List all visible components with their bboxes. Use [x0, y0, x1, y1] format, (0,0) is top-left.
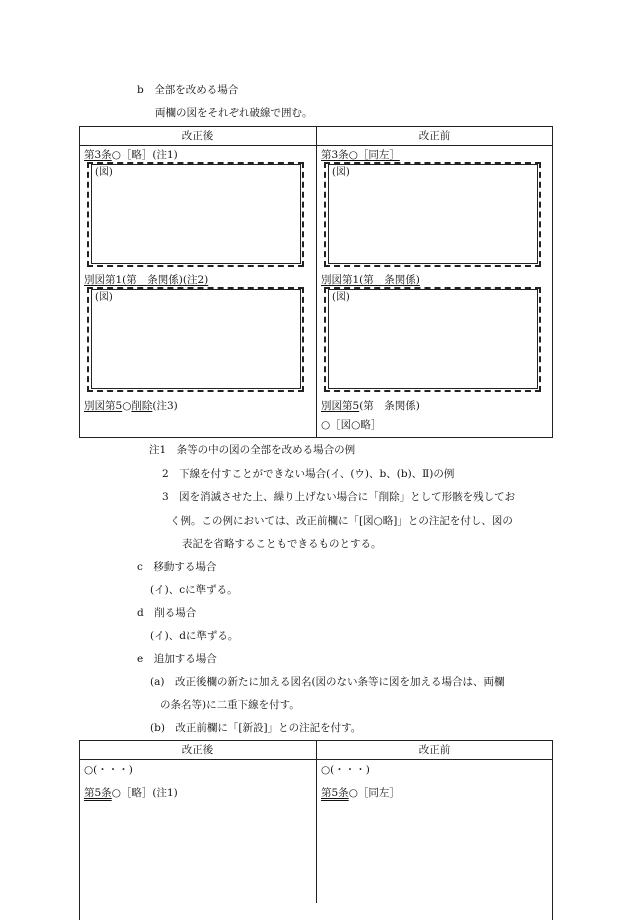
table1-header-after: 改正後 — [181, 130, 214, 142]
after-appendix5-note: (注3) — [152, 400, 178, 412]
before-article3-rest: ○［同左］ — [348, 149, 400, 161]
after-appendix5-label: 別図第5 — [84, 400, 123, 412]
after-figure-1-dashed-border — [87, 162, 304, 267]
section-e-heading: e 追加する場合 — [137, 653, 217, 665]
table1-column-divider — [316, 126, 317, 438]
table2-column-divider — [316, 740, 317, 903]
before-appendix1-line: 別図第1(第 条関係) — [321, 274, 420, 286]
table2-before-article5-rest: ○［同左］ — [348, 787, 400, 799]
before-figure-1-dashed-border — [324, 162, 541, 267]
table2-before-row-1: ○(・・・) — [321, 764, 370, 776]
after-appendix1-rest: 条関係) — [147, 274, 183, 286]
table2-header-before: 改正前 — [418, 744, 451, 756]
before-article3-line — [321, 150, 400, 161]
section-c-body: (イ)、cに準ずる。 — [150, 584, 238, 596]
table1-header-before: 改正前 — [418, 130, 451, 142]
before-figure-omitted-note: ○［図○略］ — [321, 419, 382, 431]
after-appendix5-delete: 削除 — [131, 400, 153, 412]
note-3-line-1: 3 図を消滅させた上、繰り上げない場合に「削除」として形骸を残してお — [162, 491, 516, 503]
table2-header-after: 改正後 — [181, 744, 214, 756]
note-2: 2 下線を付すことができない場合(イ、(ウ)、b、(b)、Ⅱ)の例 — [162, 468, 455, 480]
after-appendix1-line — [84, 275, 208, 286]
section-b-heading: b 全部を改める場合 — [137, 84, 239, 96]
section-d-heading: d 削る場合 — [137, 607, 197, 619]
before-figure-1-label: (図) — [332, 167, 350, 178]
before-figure-1-box — [324, 162, 541, 267]
after-appendix1-label: 別図第1(第 — [84, 274, 137, 286]
table2-before-article5-line — [321, 788, 400, 799]
after-figure-1-label: (図) — [95, 167, 113, 178]
table2-header-divider — [79, 759, 553, 760]
after-figure-2-dashed-border — [87, 287, 304, 392]
after-figure-2-label: (図) — [95, 292, 113, 303]
table2-after-article5-line — [84, 788, 178, 799]
after-figure-1-box — [87, 162, 304, 267]
before-appendix5-label: 別図第5 — [321, 400, 360, 412]
table2-after-article5-label: 第5条 — [84, 787, 112, 799]
before-figure-2-box — [324, 287, 541, 392]
section-b-intro: 両欄の図をそれぞれ破線で囲む。 — [155, 107, 313, 119]
before-appendix5-line — [321, 401, 420, 412]
before-appendix5-rest: (第 条関係) — [359, 400, 420, 412]
after-appendix5-mark: ○ — [122, 400, 132, 412]
table2-after-article5-rest: ○［略］(注1) — [111, 787, 178, 799]
note-3-line-3: 表記を省略することもできるものとする。 — [182, 538, 382, 550]
after-article3-rest: ○［略］(注1) — [111, 149, 178, 161]
before-article3-label: 第3条 — [321, 149, 349, 161]
table2-after-row-1: ○(・・・) — [84, 764, 133, 776]
section-c-heading: c 移動する場合 — [137, 561, 217, 573]
note-1: 注1 条等の中の図の全部を改める場合の例 — [149, 444, 356, 456]
after-appendix1-gap — [137, 274, 148, 286]
after-appendix5-line — [84, 401, 178, 412]
after-figure-2-box — [87, 287, 304, 392]
section-e-item-b: (b) 改正前欄に「[新設]」との注記を付す。 — [150, 722, 362, 734]
table1-header-divider — [79, 145, 553, 146]
section-e-item-a-line-2: の条名等)に二重下線を付す。 — [160, 699, 300, 711]
after-appendix1-note: (注2) — [182, 274, 209, 286]
after-article3-label: 第3条 — [84, 149, 112, 161]
before-figure-2-dashed-border — [324, 287, 541, 392]
after-article3-line — [84, 150, 178, 161]
section-e-item-a-line-1: (a) 改正後欄の新たに加える図名(図のない条等に図を加える場合は、両欄 — [150, 676, 505, 688]
note-3-line-2: く例。この例においては、改正前欄に「[図○略]」との注記を付し、図の — [170, 515, 513, 527]
table2-before-article5-label: 第5条 — [321, 787, 349, 799]
before-figure-2-label: (図) — [332, 292, 350, 303]
section-d-body: (イ)、dに準ずる。 — [150, 630, 239, 642]
